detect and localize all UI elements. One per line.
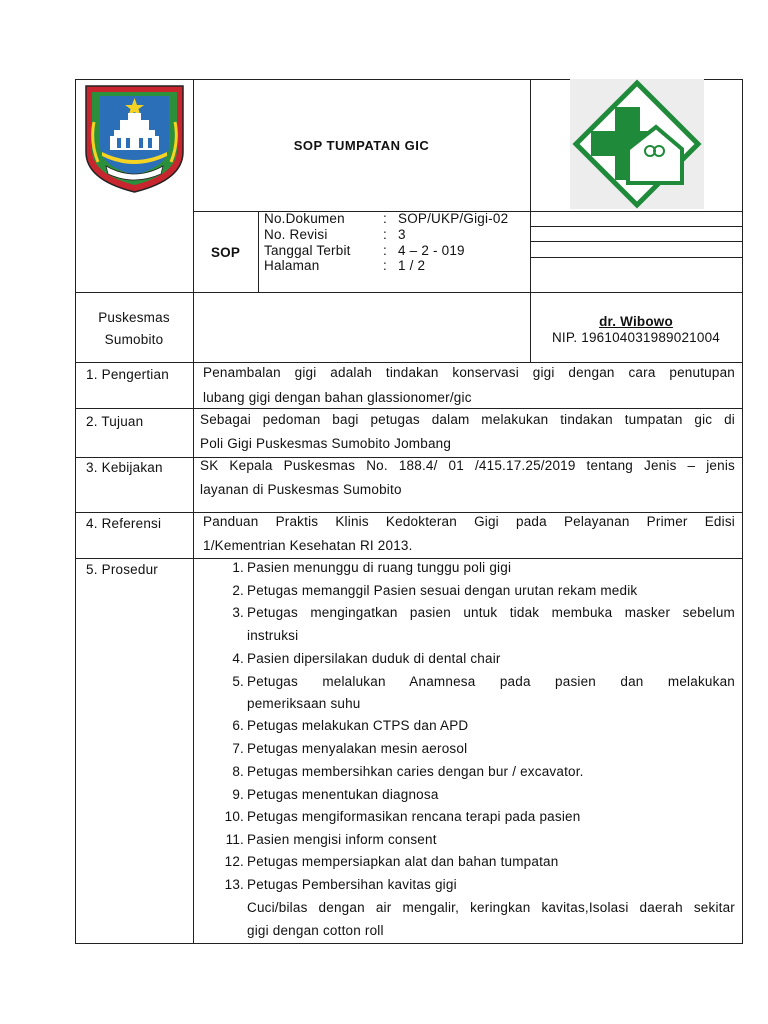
- meta-line-1: [530, 226, 742, 227]
- meta-label-page: Halaman: [264, 258, 320, 273]
- step-text: Petugas mempersiapkan alat dan bahan tumpatan: [247, 854, 559, 869]
- meta-value-doc-number: SOP/UKP/Gigi-02: [398, 211, 509, 226]
- step-number: 3.: [232, 605, 244, 620]
- header-bottom: [75, 292, 743, 293]
- procedure-step-continuation: [222, 920, 735, 942]
- org-name-line1: Puskesmas: [98, 310, 170, 325]
- meta-value-page: 1 / 2: [398, 258, 426, 273]
- step-number: 5.: [232, 674, 244, 689]
- procedure-step: [222, 557, 735, 579]
- signer-nip: NIP. 196104031989021004: [551, 330, 720, 345]
- meta-sep: :: [383, 243, 387, 258]
- step-number: 13.: [224, 877, 244, 892]
- signer-name: dr. Wibowo: [599, 314, 673, 329]
- document-title: SOP TUMPATAN GIC: [293, 138, 430, 153]
- step-text: Petugas mengingatkan pasien untuk tidak membuka masker sebelum: [247, 605, 735, 620]
- meta-sep: :: [383, 258, 387, 273]
- org-name-line2: Sumobito: [104, 332, 164, 347]
- meta-label-revision: No. Revisi: [264, 227, 328, 242]
- procedure-step: [222, 738, 735, 760]
- sop-label: SOP: [210, 245, 241, 260]
- procedure-step: [222, 874, 735, 896]
- section-label-pengertian: 1. Pengertian: [86, 367, 169, 382]
- step-number: 2.: [232, 583, 244, 598]
- pengertian-text-line2: lubang gigi dengan bahan glassionomer/gic: [203, 390, 472, 405]
- procedure-step: [222, 851, 735, 873]
- column-divider-right: [530, 79, 531, 292]
- step-number: 10.: [224, 809, 244, 824]
- procedure-step: [222, 602, 735, 624]
- step-text: Pasien dipersilakan duduk di dental chair: [247, 651, 501, 666]
- procedure-step-continuation: [222, 897, 735, 919]
- section-label-tujuan: 2. Tujuan: [86, 414, 144, 429]
- procedure-step-continuation: [222, 625, 735, 647]
- procedure-step: [222, 671, 735, 693]
- border-bottom: [75, 943, 743, 944]
- meta-sep: :: [383, 227, 387, 242]
- section-label-prosedur: 5. Prosedur: [86, 562, 158, 577]
- step-text: Petugas melakukan CTPS dan APD: [247, 718, 469, 733]
- step-text-continuation: pemeriksaan suhu: [247, 696, 361, 711]
- kebijakan-text-line1: SK Kepala Puskesmas No. 188.4/ 01 /415.17.25/2019 tentang Jenis – jenis: [200, 458, 735, 473]
- meta-label-doc-number: No.Dokumen: [264, 211, 345, 226]
- step-number: 8.: [232, 764, 244, 779]
- regency-emblem-logo: [84, 82, 185, 194]
- puskesmas-logo: [570, 79, 704, 209]
- step-number: 4.: [232, 651, 244, 666]
- step-text-continuation: gigi dengan cotton roll: [247, 923, 384, 938]
- step-number: 12.: [224, 854, 244, 869]
- step-text-continuation: Cuci/bilas dengan air mengalir, keringkan kavitas,Isolasi daerah sekitar: [247, 900, 735, 915]
- step-text: Petugas mengiformasikan rencana terapi pada pasien: [247, 809, 581, 824]
- meta-sep: :: [383, 211, 387, 226]
- procedure-step: [222, 761, 735, 783]
- procedure-step: [222, 829, 735, 851]
- meta-line-3: [530, 257, 742, 258]
- procedure-step: [222, 715, 735, 737]
- tujuan-text-line2: Poli Gigi Puskesmas Sumobito Jombang: [200, 436, 452, 451]
- kebijakan-text-line2: layanan di Puskesmas Sumobito: [200, 482, 402, 497]
- step-number: 7.: [232, 741, 244, 756]
- pengertian-text-line1: Penambalan gigi adalah tindakan konservasi gigi dengan cara penutupan: [203, 365, 735, 380]
- step-text: Petugas menyalakan mesin aerosol: [247, 741, 468, 756]
- procedure-step: [222, 784, 735, 806]
- step-text: Petugas memanggil Pasien sesuai dengan urutan rekam medik: [247, 583, 638, 598]
- step-text-continuation: instruksi: [247, 628, 299, 643]
- step-text: Petugas Pembersihan kavitas gigi: [247, 877, 457, 892]
- step-number: 6.: [232, 718, 244, 733]
- procedure-step-continuation: [222, 693, 735, 715]
- meta-value-revision: 3: [398, 227, 406, 242]
- meta-label-issue-date: Tanggal Terbit: [264, 243, 351, 258]
- step-text: Pasien mengisi inform consent: [247, 832, 437, 847]
- tujuan-text-line1: Sebagai pedoman bagi petugas dalam melakukan tindakan tumpatan gic di: [200, 412, 735, 427]
- section-label-kebijakan: 3. Kebijakan: [86, 460, 163, 475]
- step-number: 9.: [232, 787, 244, 802]
- step-number: 11.: [225, 832, 244, 847]
- procedure-step: [222, 806, 735, 828]
- column-divider-left: [193, 79, 194, 943]
- referensi-text-line2: 1/Kementrian Kesehatan RI 2013.: [203, 538, 413, 553]
- meta-line-2: [530, 241, 742, 242]
- step-number: 1.: [232, 560, 244, 575]
- meta-value-issue-date: 4 – 2 - 019: [398, 243, 465, 258]
- step-text: Petugas membersihkan caries dengan bur / excavator.: [247, 764, 584, 779]
- step-text: Petugas melalukan Anamnesa pada pasien dan melakukan: [247, 674, 735, 689]
- section-label-referensi: 4. Referensi: [86, 516, 162, 531]
- step-text: Petugas menentukan diagnosa: [247, 787, 439, 802]
- referensi-text-line1: Panduan Praktis Klinis Kedokteran Gigi pada Pelayanan Primer Edisi: [203, 514, 735, 529]
- step-text: Pasien menunggu di ruang tunggu poli gigi: [247, 560, 512, 575]
- sop-cell-divider: [258, 211, 259, 292]
- procedure-step: [222, 648, 735, 670]
- procedure-step: [222, 580, 735, 602]
